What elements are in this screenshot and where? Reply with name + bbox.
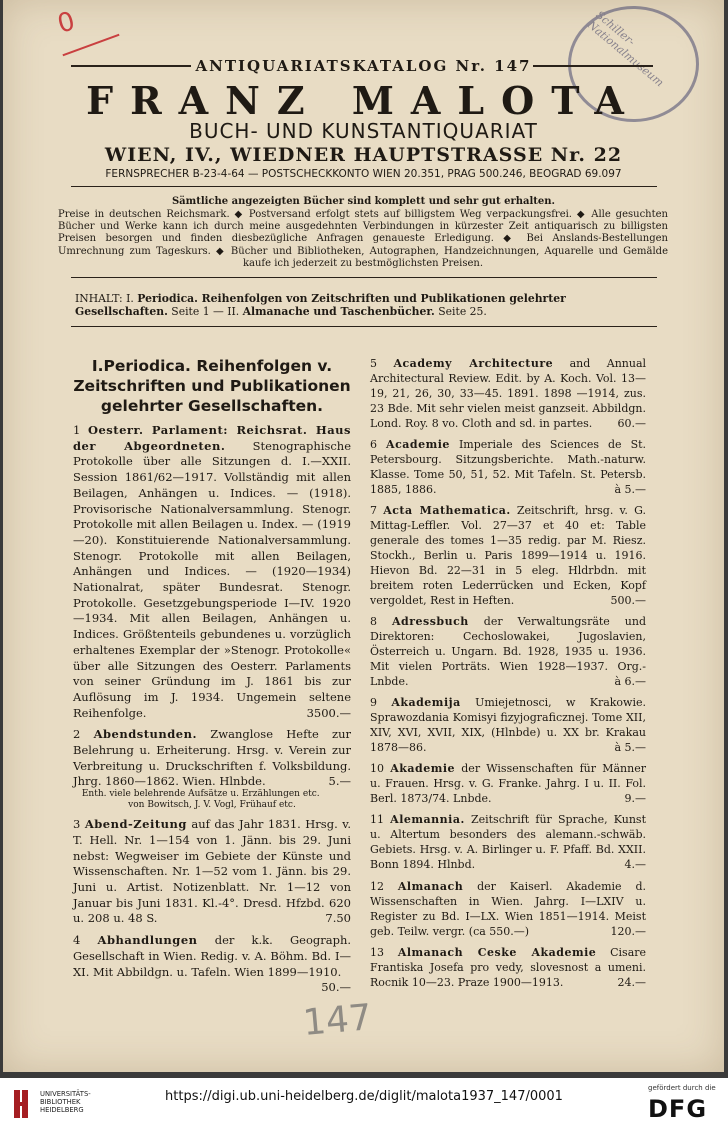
entry-text: Umiejetnosci, w Krakowie. Sprawozdania Komisyi fizyjograficznej. Tome XII, XIV, XVI, XVII, XIX, (Hlnbde) u. XX br. Krakau 1878—86. (370, 696, 646, 755)
firm-type: BUCH- UND KUNSTANTIQUARIAT (189, 119, 538, 143)
section-title: I.Periodica. Reihenfolgen v. Zeitschriften und Publikationen gelehrter Gesellschaften. (73, 357, 351, 415)
entry-price: 500.— (610, 594, 646, 608)
entry-title: Akademija (391, 696, 461, 710)
entry-note: Enth. viele belehrende Aufsätze u. Erzählungen etc. von Bowitsch, J. V. Vogl, Frühauf etc. (81, 789, 320, 811)
catalog-entry (370, 503, 646, 608)
entry-title: Acta Mathematica. (383, 504, 511, 518)
entry-number: 3 (73, 817, 81, 832)
divider (71, 326, 657, 327)
catalog-entry (73, 933, 352, 995)
entry-price: 7.50 (325, 911, 351, 926)
entry-number: 4 (73, 933, 81, 948)
contents-pages2: Seite 25. (438, 305, 487, 318)
catalog-entry (370, 812, 646, 872)
entry-number: 6 (370, 438, 377, 452)
catalog-number: ANTIQUARIATSKATALOG Nr. 147 (195, 57, 532, 75)
catalog-entry (73, 423, 351, 721)
entry-text: der k.k. Geograph. Gesellschaft in Wien. Redig. v. A. Böhm. Bd. I—XI. Mit Abbildgn. u. Tafeln. Wien 1899—1910. (73, 933, 352, 979)
entry-title: Alemannia. (390, 813, 465, 827)
catalog-entry (370, 945, 646, 990)
left-entry-list (73, 423, 352, 995)
entry-text: and Annual Architectural Review. Edit. by A. Koch. Vol. 13—19, 21, 26, 30, 33—45. 1891. 1898 —1914, zus. 23 Bde. Mit sehr vielen meist ganzseit. Abbildgn. Lond. Roy. 8 vo. Cloth and sd. in partes. (370, 357, 647, 431)
catalog-entry (370, 879, 646, 939)
contents-part1: Periodica. Reihenfolgen von Zeitschriften und Publikationen gelehrter Gesellschaften. (75, 292, 566, 318)
entry-price: 4.— (624, 858, 646, 872)
contents-part2: Almanache und Taschenbücher. (242, 305, 435, 318)
catalog-entry (73, 817, 351, 927)
catalog-entry (370, 356, 646, 431)
entry-number: 7 (370, 504, 377, 518)
entry-number: 10 (370, 762, 384, 776)
right-column (370, 356, 646, 996)
entry-price: 3500.— (306, 705, 351, 720)
red-pencil-mark: 0 (54, 6, 79, 40)
funded-by-label: gefördert durch die (648, 1084, 716, 1092)
viewer-footer (0, 1078, 728, 1130)
terms-heading: Sämtliche angezeigten Bücher sind komplett und sehr gut erhalten. (171, 196, 556, 207)
document-url-link[interactable]: https://digi.ub.uni-heidelberg.de/diglit/malota1937_147/0001 (165, 1089, 563, 1104)
entry-title: Abhandlungen (97, 933, 198, 948)
entry-number: 2 (73, 727, 81, 742)
entry-title: Almanach (397, 879, 464, 893)
entry-price: à 5.— (614, 741, 646, 755)
left-column (73, 356, 351, 996)
entry-text: der Kaiserl. Akademie d. Wissenschaften in Wien. Jahrg. I—LXIV u. Register zu Bd. I—LX. Wien 1851—1914. Meist geb. Teilw. vergr. (ca 550.—) (370, 879, 646, 938)
entry-number: 13 (370, 945, 384, 959)
entry-number: 11 (370, 813, 384, 827)
entry-title: Abendstunden. (93, 727, 197, 742)
entry-title: Adressbuch (392, 615, 469, 629)
entry-text: Zeitschrift, hrsg. v. G. Mittag-Leffler. Vol. 27—37 et 40 et: Table generale des tomes 1—35 redig. par M. Riesz. Stockh., Berlin u. Paris 1899—1914 u. 1916. Hievon Bd. 22—31 in 5 eleg. Hldrbdn. mit breitem roten Lederrücken und Ecken, Kopf vergoldet, Rest in Heften. (370, 504, 646, 608)
entry-number: 9 (370, 696, 377, 710)
entry-text: auf das Jahr 1831. Hrsg. v. T. Hell. Nr. 1—154 von 1. Jänn. bis 29. Juni nebst: Wegweiser im Gebiete der Künste und Wissenschaften. Nr. 1—52 vom 1. Jänn. bis 29. Juni u. Artist. Notizenblatt. Nr. 1—12 von Januar bis Juni 1831. Kl.-4°. Dresd. Hfzbd. 620 u. 208 u. 48 S. (73, 817, 351, 926)
entry-title: Akademie (390, 762, 456, 776)
contents-pages1: Seite 1 — II. (171, 305, 240, 318)
entry-text: Cisare Frantiska Josefa pro vedy, slovesnost a umeni. Rocnik 10—23. Praze 1900—1913. (370, 945, 647, 989)
entry-number: 8 (370, 615, 377, 629)
catalog-entry (370, 761, 646, 806)
divider (71, 186, 657, 187)
divider (71, 277, 657, 278)
entry-number: 12 (370, 879, 384, 893)
dfg-logo: DFG (648, 1095, 708, 1123)
library-name: UNIVERSITÄTS-BIBLIOTHEK HEIDELBERG (40, 1090, 91, 1114)
contents-prefix: INHALT: I. (75, 292, 134, 305)
entry-price: 120.— (610, 924, 646, 938)
entry-price: 24.— (617, 975, 646, 989)
catalog-entry (73, 727, 351, 811)
catalog-page (3, 0, 724, 1072)
firm-name: FRANZ MALOTA (86, 78, 641, 123)
entry-text: Zeitschrift für Sprache, Kunst u. Altertum besonders des alemann.-schwäb. Gebiets. Hrsg. v. A. Birlinger u. F. Pfaff. Bd. XXII. Bonn 1894. Hlnbd. (370, 813, 646, 872)
entry-title: Oesterr. Parlament: Reichsrat. Haus der Abgeordneten. (73, 423, 351, 453)
entry-price: 50.— (321, 980, 351, 995)
catalog-entry (370, 437, 646, 497)
entry-text: Zwanglose Hefte zur Belehrung u. Erheiterung. Hrsg. v. Verein zur Verbreitung u. Druckschriften f. Volksbildung. Jhrg. 1860—1862. Wien. Hlnbde. (73, 727, 351, 789)
entry-price: 9.— (624, 792, 646, 806)
entry-text: der Verwaltungsräte und Direktoren: Cechoslowakei, Jugoslavien, Österreich u. Ungarn. Bd. 1928, 1935 u. 1936. Mit vielen Porträts. Wien 1928—1937. Org.-Lnbde. (370, 615, 647, 689)
entry-number: 5 (370, 357, 377, 370)
entry-title: Academie (386, 438, 450, 452)
catalog-entry (370, 695, 646, 755)
pencil-catalog-number: 147 (301, 997, 374, 1044)
firm-address: WIEN, IV., WIEDNER HAUPTSTRASSE Nr. 22 (104, 144, 623, 166)
entry-text: der Wissenschaften für Männer u. Frauen. Hrsg. v. G. Franke. Jahrg. I u. II. Fol. Berl. 1873/74. Lnbde. (370, 762, 646, 806)
stamp-text: Schiller-Nationalmuseum (584, 8, 667, 90)
catalog-entry (370, 614, 646, 689)
entry-title: Abend-Zeitung (84, 817, 187, 832)
entry-price: 60.— (617, 417, 646, 431)
entry-text: Imperiale des Sciences de St. Petersbourg. Sitzungsberichte. Math.-naturw. Klasse. Tome 50, 51, 52. Mit Tafeln. St. Petersb. 1885, 1886. (370, 438, 647, 497)
terms-body: Preise in deutschen Reichsmark. ◆ Postversand erfolgt stets auf billigstem Weg verpackungsfrei. ◆ Alle gesuchten Bücher und Werke kann ich durch meine ausgedehnten Verbindungen in kürzester Zeit antiquarisch zu billigsten Preisen besorgen und finden diesbezügliche Anfragen genaueste Erledigung. ◆ Bei Anslands-Bestellungen Umrechnung zum Tageskurs. ◆ Bücher und Bibliotheken, Autographen, Handzeichnungen, Aquarelle und Gemälde kaufe ich jederzeit zu bestmöglichsten Preisen. (58, 209, 668, 269)
entry-title: Academy Architecture (393, 357, 554, 370)
entry-price: 5.— (328, 774, 351, 789)
table-of-contents (75, 292, 655, 318)
entry-text: Stenographische Protokolle über alle Sitzungen d. I.—XXII. Session 1861/62—1917. Vollständig mit allen Beilagen, Anhängen u. Indices. — (1918). Provisorische Nationalversammlung. Stenogr. Protokolle mit allen Beilagen u. Index. — (1919—20). Konstituierende Nationalversammlung. Stenogr. Protokolle mit allen Beilagen, Anhängen und Indices. — (1920—1934) Nationalrat, später Bundesrat. Stenogr. Protokolle. Gesetzgebungsperiode I—IV. 1920—1934. Mit allen Beilagen, Anhängen u. Indices. Größtenteils gebundenes u. vorzüglich erhaltenes Exemplar der »Stenogr. Protokolle« über alle Sitzungen des Oesterr. Parlaments von seiner Gründung im J. 1861 bis zur Auflösung im J. 1934. Ungemein seltene Reihenfolge. (73, 438, 352, 720)
entry-price: à 5.— (614, 483, 646, 497)
entry-title: Almanach Ceske Akademie (397, 945, 597, 959)
right-entry-list (370, 356, 646, 990)
phone-line: FERNSPRECHER B-23-4-64 — POSTSCHECKKONTO WIEN 20.351, PRAG 500.246, BEOGRAD 69.097 (105, 168, 622, 180)
entry-price: à 6.— (614, 675, 646, 689)
entry-number: 1 (73, 423, 81, 437)
